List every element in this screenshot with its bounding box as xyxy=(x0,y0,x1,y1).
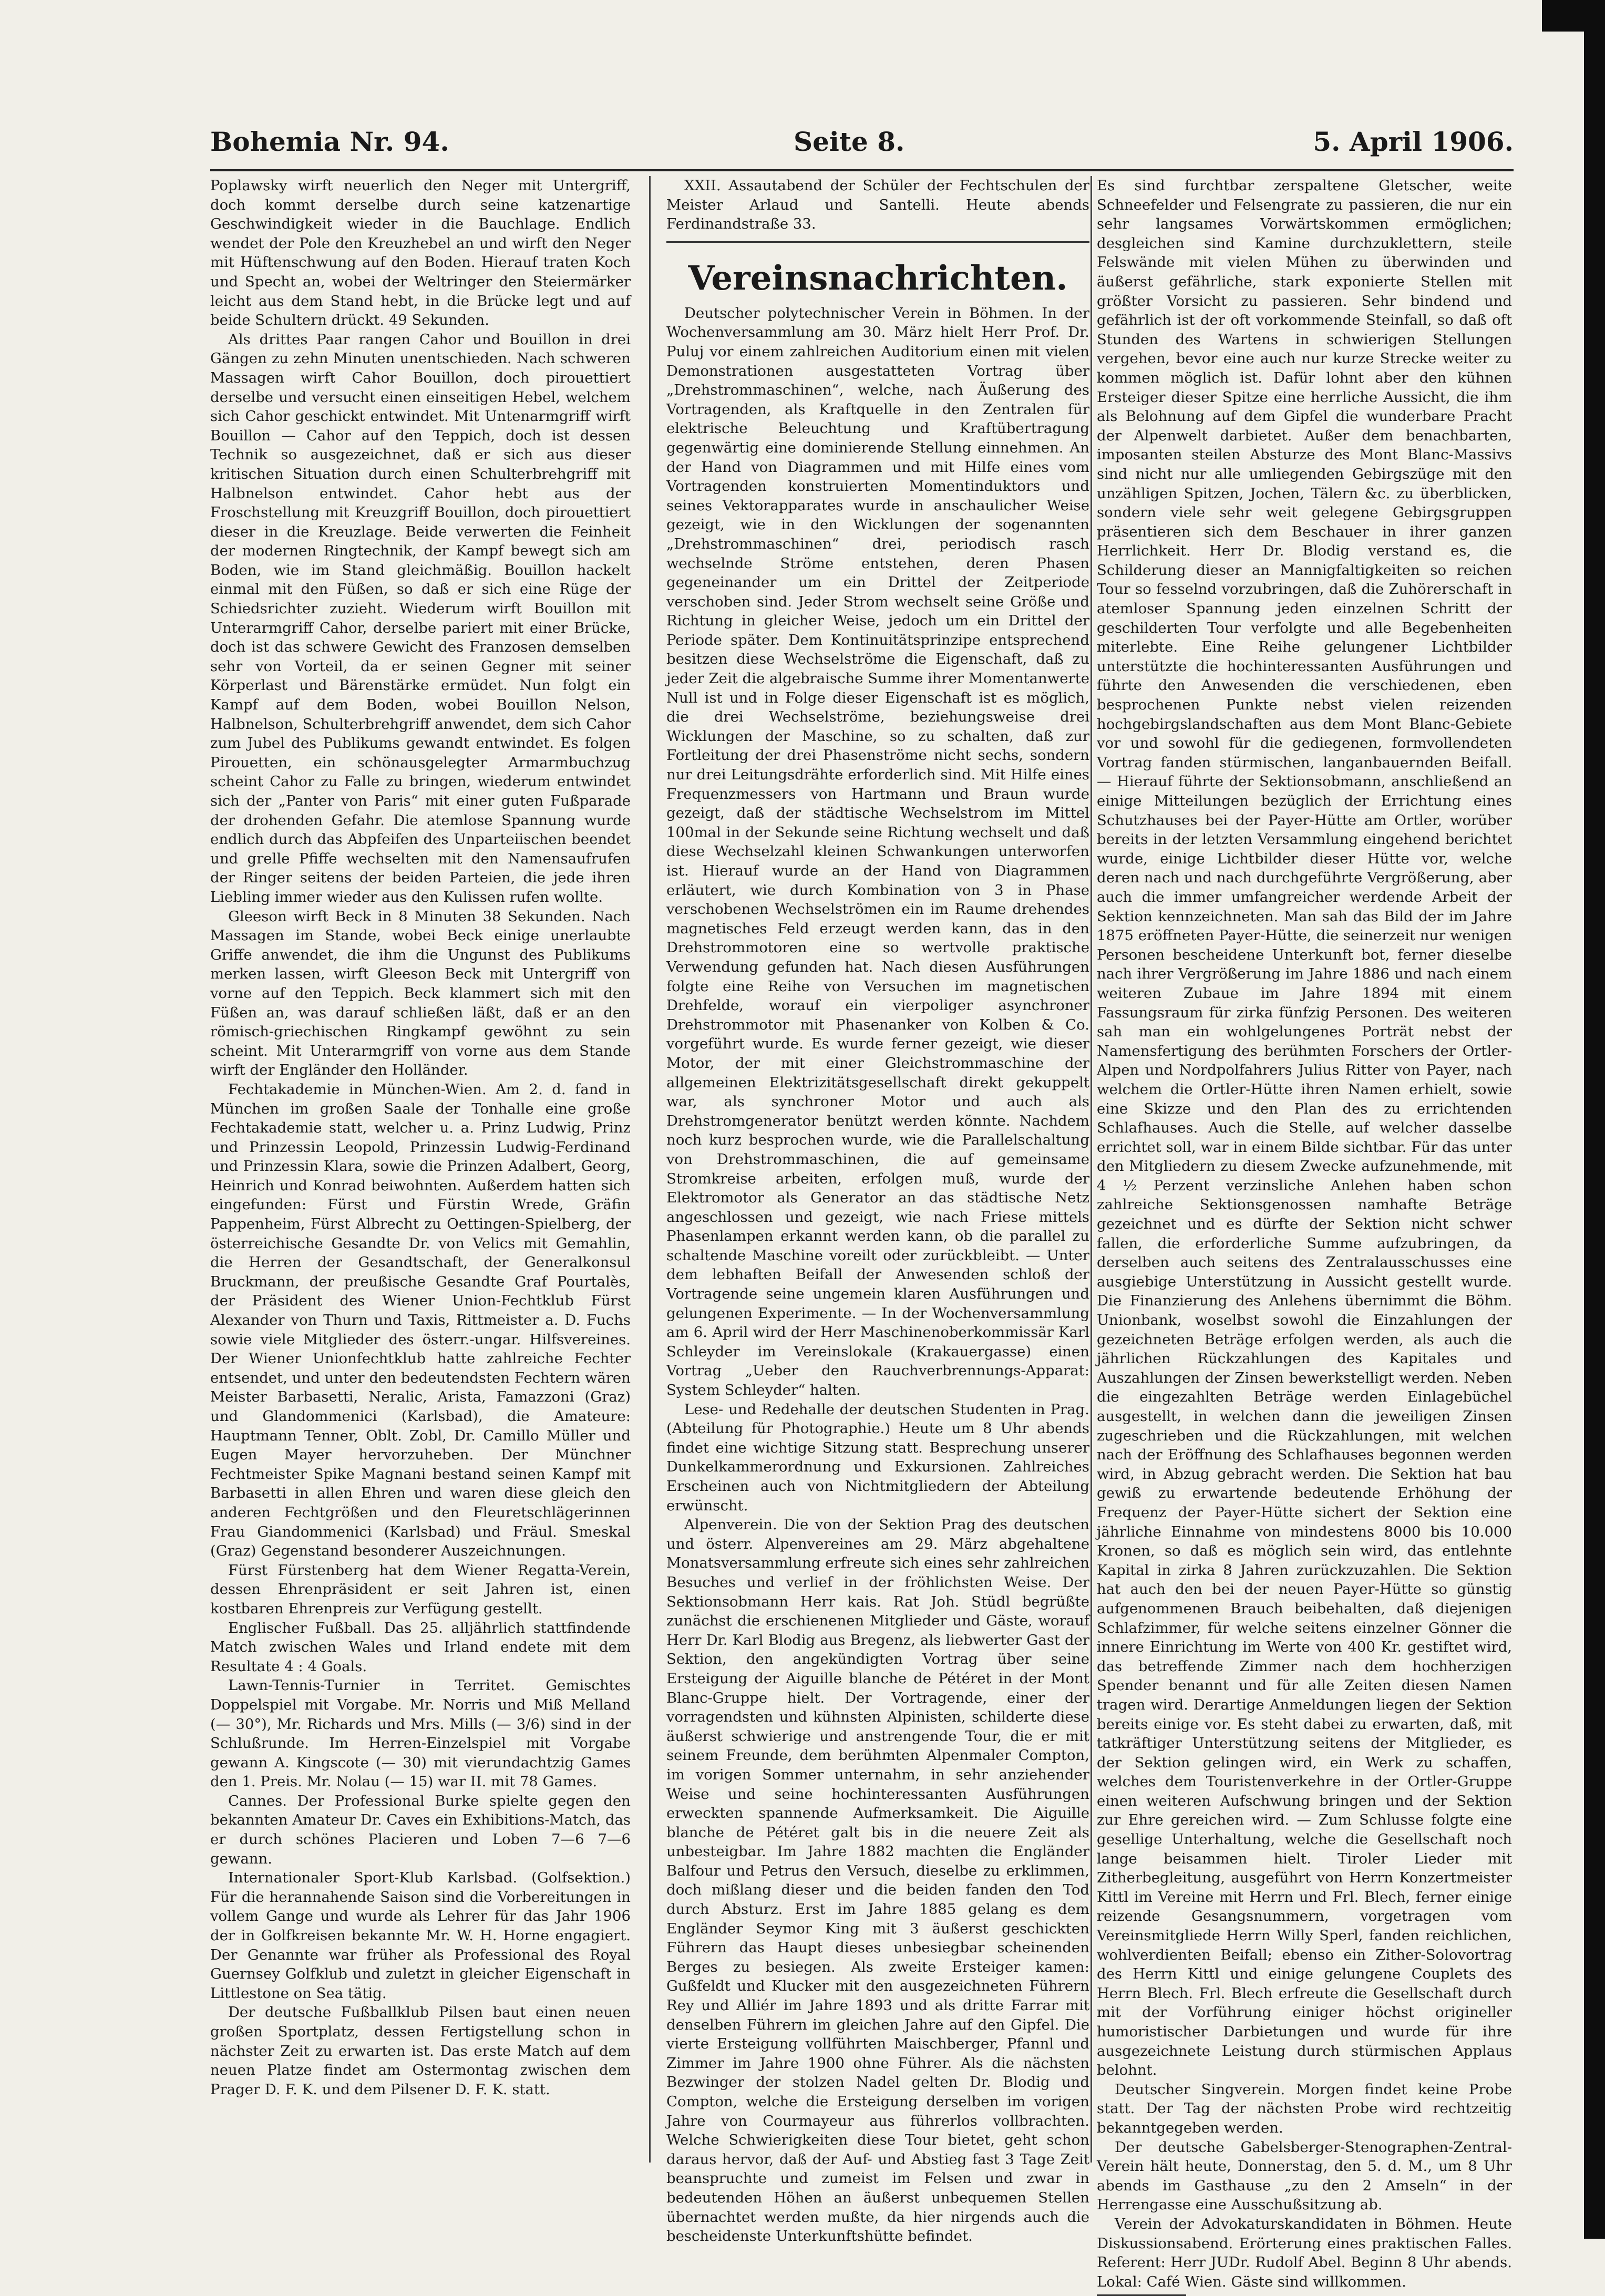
issue-date: 5. April 1906. xyxy=(1313,126,1514,157)
column-separator xyxy=(649,176,651,2163)
section-title: Vereinsnachrichten. xyxy=(688,258,1068,298)
page-edge xyxy=(1584,0,1605,2239)
article-paragraph: Verein der Advokaturskandidaten in Böhmen. Heute Diskussionsabend. Erörterung eines praktischen Falles. Referent: Herr JUDr. Rudolf Abel. Beginn 8 Uhr abends. Lokal: Café Wien. Gäste sind willkommen. xyxy=(1097,2215,1512,2290)
article-paragraph: Deutscher polytechnischer Verein in Böhmen. In der Wochenversammlung am 30. März hielt Herr Prof. Dr. Puluj vor einem zahlreichen Auditorium einen mit vielen Demonstrationen ausgestatteten Vortrag über „Drehstrommaschinen“, welche, nach Äußerung des Vortragenden, als Kraftquelle in den Zentralen für elektrische Beleuchtung und Kraftübertragung gegenwärtig eine dominierende Stellung einnehmen. An der Hand von Diagrammen und mit Hilfe eines vom Vortragenden konstruierten Momentinduktors und seines Vektorapparates wurde in anschaulicher Weise gezeigt, wie in den Wicklungen der sogenannten „Drehstrommaschinen“ drei, periodisch rasch wechselnde Ströme entstehen, deren Phasen gegeneinander um ein Drittel der Zeitperiode verschoben sind. Jeder Strom wechselt seine Größe und Richtung in gleicher Weise, jedoch um ein Drittel der Periode später. Dem Kontinuitätsprinzipe entsprechend besitzen diese Wechselströme die Eigenschaft, daß zu jeder Zeit die algebraische Summe ihrer Momentanwerte Null ist und in Folge dieser Eigenschaft ist es möglich, die drei Wechselströme, beziehungsweise drei Wicklungen der Maschine, so zu schalten, daß zur Fortleitung der drei Phasenströme nicht sechs, sondern nur drei Leitungsdrähte erforderlich sind. Mit Hilfe eines Frequenzmessers von Hartmann und Braun wurde gezeigt, daß der städtische Wechselstrom im Mittel 100mal in der Sekunde seine Richtung wechselt und daß diese Wechselzahl kleinen Schwankungen unterworfen ist. Hierauf wurde an der Hand von Diagrammen erläutert, wie durch Kombination von 3 in Phase verschobenen Wechselströmen ein im Raume drehendes magnetisches Feld erzeugt werden kann, das in den Drehstrommotoren eine so wertvolle praktische Verwendung gefunden hat. Nach diesen Ausführungen folgte eine Reihe von Versuchen im magnetischen Drehfelde, worauf ein vierpoliger asynchroner Drehstrommotor mit Phasenanker von Kolben & Co. vorgeführt wurde. Es wurde ferner gezeigt, wie dieser Motor, der mit einer Gleichstrommaschine der allgemeinen Elektrizitätsgesellschaft direkt gekuppelt war, als synchroner Motor und auch als Drehstromgenerator benützt werden könnte. Nachdem noch kurz besprochen wurde, wie die Parallelschaltung von Drehstrommaschinen, die auf gemeinsame Stromkreise arbeiten, erfolgen muß, wurde der Elektromotor als Generator an das städtische Netz angeschlossen und gezeigt, wie nach Friese mittels Phasenlampen erkannt werden kann, ob die parallel zu schaltende Maschine voreilt oder zurückbleibt. — Unter dem lebhaften Beifall der Anwesenden schloß der Vortragende seine ungemein klaren Ausführungen und gelungenen Experimente. — In der Wochenversammlung am 6. April wird der Herr Maschinenoberkommissär Karl Schleyder im Vereinslokale (Krakauergasse) einen Vortrag „Ueber den Rauchverbrennungs-Apparat: System Schleyder“ halten. xyxy=(666,304,1089,1399)
article-paragraph: Alpenverein. Die von der Sektion Prag des deutschen und österr. Alpenvereines am 29. März abgehaltene Monatsversammlung erfreute sich eines sehr zahlreichen Besuches und verlief in der fröhlichsten Weise. Der Sektionsobmann Herr kais. Rat Joh. Stüdl begrüßte zunächst die erschienenen Mitglieder und Gäste, worauf Herr Dr. Karl Blodig aus Bregenz, als liebwerter Gast der Sektion, den angekündigten Vortrag über seine Ersteigung der Aiguille blanche de Pétéret in der Mont Blanc-Gruppe hielt. Der Vortragende, einer der vorragendsten und kühnsten Alpinisten, schilderte diese äußerst schwierige und anstrengende Tour, die er mit seinem Freunde, dem berühmten Alpenmaler Compton, im vorigen Sommer unternahm, in sehr anziehender Weise und seine hochinteressanten Ausführungen erweckten spannende Aufmerksamkeit. Die Aiguille blanche de Pétéret galt bis in die neuere Zeit als unbesteigbar. Im Jahre 1882 machten die Engländer Balfour und Petrus den Versuch, dieselbe zu erklimmen, doch mißlang dieser und die beiden fanden den Tod durch Absturz. Erst im Jahre 1885 gelang es dem Engländer Seymor King mit 3 äußerst geschickten Führern das Haupt dieses unbesiegbar scheinenden Berges zu besiegen. Als zweite Ersteiger kamen: Gußfeldt und Klucker mit den ausgezeichneten Führern Rey und Alliér im Jahre 1893 und als dritte Farrar mit denselben Führern im gleichen Jahre auf den Gipfel. Die vierte Ersteigung vollführten Maischberger, Pfannl und Zimmer im Jahre 1900 ohne Führer. Als die nächsten Bezwinger der stolzen Nadel gelten Dr. Blodig und Compton, welche die Ersteigung derselben im vorigen Jahre von Courmayeur aus führerlos vollbrachten. Welche Schwierigkeiten diese Tour bietet, geht schon daraus hervor, daß der Auf- und Abstieg fast 3 Tage Zeit beanspruchte und zumeist im Felsen und zwar in bedeutenden Höhen an äußerst unbequemen Stellen übernachtet werden mußte, da hier nirgends auch die bescheidenste Unterkunftshütte befindet. xyxy=(666,1516,1089,2245)
article-paragraph: Fechtakademie in München-Wien. Am 2. d. fand in München im großen Saale der Tonhalle eine große Fechtakademie statt, welcher u. a. Prinz Ludwig, Prinz und Prinzessin Leopold, Prinzessin Ludwig-Ferdinand und Prinzessin Klara, sowie die Prinzen Adalbert, Georg, Heinrich und Konrad beiwohnten. Außerdem hatten sich eingefunden: Fürst und Fürstin Wrede, Gräfin Pappenheim, Fürst Albrecht zu Oettingen-Spielberg, der österreichische Gesandte Dr. von Velics mit Gemahlin, die Herren der Gesandtschaft, der Generalkonsul Bruckmann, der preußische Gesandte Graf Pourtalès, der Präsident des Wiener Union-Fechtklub Fürst Alexander von Thurn und Taxis, Rittmeister a. D. Fuchs sowie viele Mitglieder des österr.-ungar. Hilfsvereines. Der Wiener Unionfechtklub hatte zahlreiche Fechter entsendet, und unter den bedeutendsten Fechtern wären Meister Barbasetti, Neralic, Arista, Famazzoni (Graz) und Glandommenici (Karlsbad), die Amateure: Hauptmann Tenner, Oblt. Zobl, Dr. Camillo Müller und Eugen Mayer hervorzuheben. Der Münchner Fechtmeister Spike Magnani bestand seinen Kampf mit Barbasetti in allen Ehren und waren diese gleich den anderen Fechtgrößen und den Fleuretschlägerinnen Frau Giandommenici (Karlsbad) und Fräul. Smeskal (Graz) Gegenstand besonderer Auszeichnungen. xyxy=(210,1080,631,1560)
page-header xyxy=(210,126,1514,163)
article-paragraph: Der deutsche Gabelsberger-Stenographen-Zentral-Verein hält heute, Donnerstag, den 5. d. M., um 8 Uhr abends im Gasthause „zu den 2 Amseln“ in der Herrengasse eine Ausschußsitzung ab. xyxy=(1097,2138,1512,2213)
article-paragraph: Fürst Fürstenberg hat dem Wiener Regatta-Verein, dessen Ehrenpräsident er seit Jahren ist, einen kostbaren Ehrenpreis zur Verfügung gestellt. xyxy=(210,1561,631,1617)
article-paragraph: Es sind furchtbar zerspaltene Gletscher, weite Schneefelder und Felsengrate zu passieren, die nur ein sehr langsames Vorwärtskommen ermöglichen; desgleichen sind Kamine durchzuklettern, steile Felswände mit vielen Mühen zu überwinden und äußerst gefährliche, stark exponierte Stellen mit größter Vorsicht zu passieren. Sehr bindend und gefährlich ist der oft vorkommende Steinfall, so daß oft Stunden des Wartens in schwierigen Stellungen vergehen, bevor eine auch nur kurze Strecke weiter zu kommen möglich ist. Dafür lohnt aber den kühnen Ersteiger dieser Spitze eine herrliche Aussicht, die ihm als Belohnung auf dem Gipfel die wunderbare Pracht der Alpenwelt darbietet. Außer dem benachbarten, imposanten steilen Absturze des Mont Blanc-Massivs sind nicht nur alle umliegenden Gebirgszüge mit den unzähligen Spitzen, Jochen, Tälern &c. zu überblicken, sondern viele sehr weit gelegene Gebirgsgruppen präsentieren sich dem Beschauer in ihrer ganzen Herrlichkeit. Herr Dr. Blodig verstand es, die Schilderung dieser an Mannigfaltigkeiten so reichen Tour so fesselnd vorzubringen, daß die Zuhörerschaft in atemloser Spannung jeden einzelnen Schritt der geschilderten Tour verfolgte und alle Begebenheiten miterlebte. Eine Reihe gelungener Lichtbilder unterstützte die hochinteressanten Ausführungen und führte den Anwesenden die verschiedenen, eben besprochenen Punkte nebst vielen reizenden hochgebirgslandschaften aus dem Mont Blanc-Gebiete vor und sowohl für die gediegenen, formvollendeten Vortrag fanden stürmischen, langanbauernden Beifall. — Hierauf führte der Sektionsobmann, anschließend an einige Mitteilungen bezüglich der Errichtung eines Schutzhauses bei der Payer-Hütte am Ortler, worüber bereits in der letzten Versammlung eingehend berichtet wurde, einige Lichtbilder dieser Hütte vor, welche deren nach und nach durchgeführte Vergrößerung, aber auch die immer umfangreicher werdende Arbeit der Sektion kennzeichneten. Man sah das Bild der im Jahre 1875 eröffneten Payer-Hütte, die seinerzeit nur wenigen Personen bescheidene Unterkunft bot, ferner dieselbe nach ihrer Vergrößerung im Jahre 1886 und nach einem weiteren Zubaue im Jahre 1894 mit einem Fassungsraum für zirka fünfzig Personen. Des weiteren sah man ein wohlgelungenes Porträt nebst der Namensfertigung des berühmten Forschers der Ortler-Alpen und Nordpolfahrers Julius Ritter von Payer, nach welchem die Ortler-Hütte ihren Namen erhielt, sowie eine Skizze und den Plan des zu errichtenden Schlafhauses. Auch die Stelle, auf welcher dasselbe errichtet soll, war in einem Bilde sichtbar. Für das unter den Mitgliedern zu diesem Zwecke aufzunehmende, mit 4 ½ Perzent verzinsliche Anlehen haben schon zahlreiche Sektionsgenossen namhafte Beträge gezeichnet und es dürfte der Sektion nicht schwer fallen, die erforderliche Summe aufzubringen, da derselben auch seitens des Zentralausschusses eine ausgiebige Unterstützung in Aussicht gestellt wurde. Die Finanzierung des Anlehens übernimmt die Böhm. Unionbank, woselbst sowohl die Einzahlungen der gezeichneten Beträge erfolgen werden, als auch die jährlichen Rückzahlungen des Kapitales und Auszahlungen der Zinsen bewerkstelligt werden. Neben die eingezahlten Beträge werden Einlagebüchel ausgestellt, in welchen dann die jeweiligen Zinsen zugeschrieben und die Rückzahlungen, mit welchen nach der Eröffnung des Schlafhauses begonnen werden wird, in Abzug gebracht werden. Die Sektion hat bau gewiß zu erwartende bedeutende Erhöhung der Frequenz der Payer-Hütte sichert der Sektion eine jährliche Einnahme von mindestens 8000 bis 10.000 Kronen, so daß es möglich sein wird, das entlehnte Kapital in zirka 8 Jahren zurückzuzahlen. Die Sektion hat auch den bei der neuen Payer-Hütte so günstig aufgenommenen Brauch beibehalten, daß diejenigen Schlafzimmer, für welche seitens einzelner Gönner die innere Einrichtung im Werte von 400 Kr. gestiftet wird, das betreffende Zimmer nach dem hochherzigen Spender benannt und für alle Zeiten diesen Namen tragen wird. Derartige Anmeldungen liegen der Sektion bereits einige vor. Es steht dabei zu erwarten, daß, mit tatkräftiger Unterstützung seitens der Mitglieder, es der Sektion gelingen wird, ein Werk zu schaffen, welches dem Touristenverkehre in der Ortler-Gruppe einen weiteren Aufschwung bringen und der Sektion zur Ehre gereichen wird. — Zum Schlusse folgte eine gesellige Unterhaltung, welche die Gesellschaft noch lange beisammen hielt. Tiroler Lieder mit Zitherbegleitung, ausgeführt von Herrn Konzertmeister Kittl im Vereine mit Herrn und Frl. Blech, ferner einige reizende Gesangsnummern, vorgetragen vom Vereinsmitgliede Herrn Willy Sperl, fanden reichlichen, wohlverdienten Beifall; ebenso ein Zither-Solovortrag des Herrn Kittl und einige gelungene Couplets des Herrn Blech. Frl. Blech erfreute die Gesellschaft durch mit der Vorführung einiger höchst origineller humoristischer Darbietungen und wurde für ihre ausgezeichnete Leistung durch stürmischen Applaus belohnt. xyxy=(1097,177,1512,2079)
column-separator xyxy=(1090,176,1092,2163)
section-rule xyxy=(666,241,1089,243)
article-paragraph: Lese- und Redehalle der deutschen Studenten in Prag. (Abteilung für Photographie.) Heute um 8 Uhr abends findet eine wichtige Sitzung statt. Besprechung unserer Dunkelkammerordnung und Exkursionen. Zahlreiches Erscheinen auch von Nichtmitgliedern der Abteilung erwünscht. xyxy=(666,1401,1089,1514)
column-2 xyxy=(666,176,1089,2245)
newspaper-issue: Bohemia Nr. 94. xyxy=(210,126,449,157)
article-paragraph: Gleeson wirft Beck in 8 Minuten 38 Sekunden. Nach Massagen im Stande, wobei Beck einige unerlaubte Griffe anwendet, die ihm die Ungunst des Publikums merken lassen, wirft Gleeson Beck mit Untergriff von vorne auf den Teppich. Beck klammert sich mit den Füßen an, was darauf schließen läßt, daß er an den römisch-griechischen Ringkampf gewöhnt zu sein scheint. Mit Unterarmgriff von vorne aus dem Stande wirft der Engländer den Holländer. xyxy=(210,908,631,1079)
article-paragraph: Cannes. Der Professional Burke spielte gegen den bekannten Amateur Dr. Caves ein Exhibitions-Match, das er durch schönes Placieren und Loben 7—6 7—6 gewann. xyxy=(210,1792,631,1867)
article-paragraph: Als drittes Paar rangen Cahor und Bouillon in drei Gängen zu zehn Minuten unentschieden. Nach schweren Massagen wirft Cahor Bouillon, doch pirouettiert derselbe und versucht einen einseitigen Hebel, welchem sich Cahor geschickt entwindet. Mit Untenarmgriff wirft Bouillon — Cahor auf den Teppich, doch ist dessen Technik so ausgezeichnet, daß er sich aus dieser kritischen Situation durch einen Schulterbrehgriff mit Halbnelson entwindet. Cahor hebt aus der Froschstellung mit Kreuzgriff Bouillon, doch pirouettiert dieser in die Kreuzlage. Beide verwerten die Feinheit der modernen Ringtechnik, der Kampf bewegt sich am Boden, wie im Stand gleichmäßig. Bouillon hackelt einmal mit den Füßen, so daß er sich eine Rüge der Schiedsrichter zuzieht. Wiederum wirft Bouillon mit Unterarmgriff Cahor, derselbe pariert mit einer Brücke, doch ist das schwere Gewicht des Franzosen demselben sehr von Vorteil, da er seinen Gegner mit seiner Körperlast und Bärenstärke ermüdet. Nun folgt ein Kampf auf dem Boden, wobei Bouillon Nelson, Halbnelson, Schulterbrehgriff anwendet, dem sich Cahor zum Jubel des Publikums gewandt entwindet. Es folgen Pirouetten, ein schönausgelegter Armarmbuchzug scheint Cahor zu Falle zu bringen, wiederum entwindet sich der „Panter von Paris“ mit einer guten Fußparade der drohenden Gefahr. Die atemlose Spannung wurde endlich durch das Abpfeifen des Unparteiischen beendet und grelle Pfiffe wechselten mit den Namensaufrufen der Ringer seitens der beiden Parteien, die jede ihren Liebling immer wieder aus den Kulissen rufen wollte. xyxy=(210,331,631,905)
article-paragraph: Englischer Fußball. Das 25. alljährlich stattfindende Match zwischen Wales und Irland endete mit dem Resultate 4 : 4 Goals. xyxy=(210,1619,631,1675)
page-edge-top xyxy=(1542,0,1605,32)
page-number: Seite 8. xyxy=(794,126,905,157)
column-3 xyxy=(1097,176,1512,2290)
article-paragraph: Deutscher Singverein. Morgen findet keine Probe statt. Der Tag der nächsten Probe wird rechtzeitig bekanntgegeben werden. xyxy=(1097,2081,1512,2136)
article-paragraph: Der deutsche Fußballklub Pilsen baut einen neuen großen Sportplatz, dessen Fertigstellung schon in nächster Zeit zu erwarten ist. Das erste Match auf dem neuen Platze findet am Ostermontag zwischen dem Prager D. F. K. und dem Pilsener D. F. K. statt. xyxy=(210,2004,631,2098)
article-paragraph: Poplawsky wirft neuerlich den Neger mit Untergriff, doch kommt derselbe durch seine katzenartige Geschwindigkeit wieder in die Bauchlage. Endlich wendet der Pole den Kreuzhebel an und wirft den Neger mit Hüftenschwung auf den Boden. Hierauf traten Koch und Specht an, wobei der Weltringer den Steiermärker leicht aus dem Stand hebt, in die Brücke legt und auf beide Schultern drückt. 49 Sekunden. xyxy=(210,177,631,329)
header-rule xyxy=(210,169,1514,171)
article-paragraph: Internationaler Sport-Klub Karlsbad. (Golfsektion.) Für die herannahende Saison sind die Vorbereitungen in vollem Gange und wurde als Lehrer für das Jahr 1906 der in Golfkreisen bekannte Mr. W. H. Horne engagiert. Der Genannte war früher als Professional des Royal Guernsey Golfklub und zuletzt in gleicher Eigenschaft in Littlestone on Sea tätig. xyxy=(210,1869,631,2002)
article-paragraph: XXII. Assautabend der Schüler der Fechtschulen der Meister Arlaud und Santelli. Heute abends Ferdinandstraße 33. xyxy=(666,177,1089,233)
article-paragraph: Lawn-Tennis-Turnier in Territet. Gemischtes Doppelspiel mit Vorgabe. Mr. Norris und Miß Melland (— 30°), Mr. Richards und Mrs. Mills (— 3/6) sind in der Schlußrunde. Im Herren-Einzelspiel mit Vorgabe gewann A. Kingscote (— 30) mit vierundachtzig Games den 1. Preis. Mr. Nolau (— 15) war II. mit 78 Games. xyxy=(210,1677,631,1790)
column-1 xyxy=(210,176,631,2163)
